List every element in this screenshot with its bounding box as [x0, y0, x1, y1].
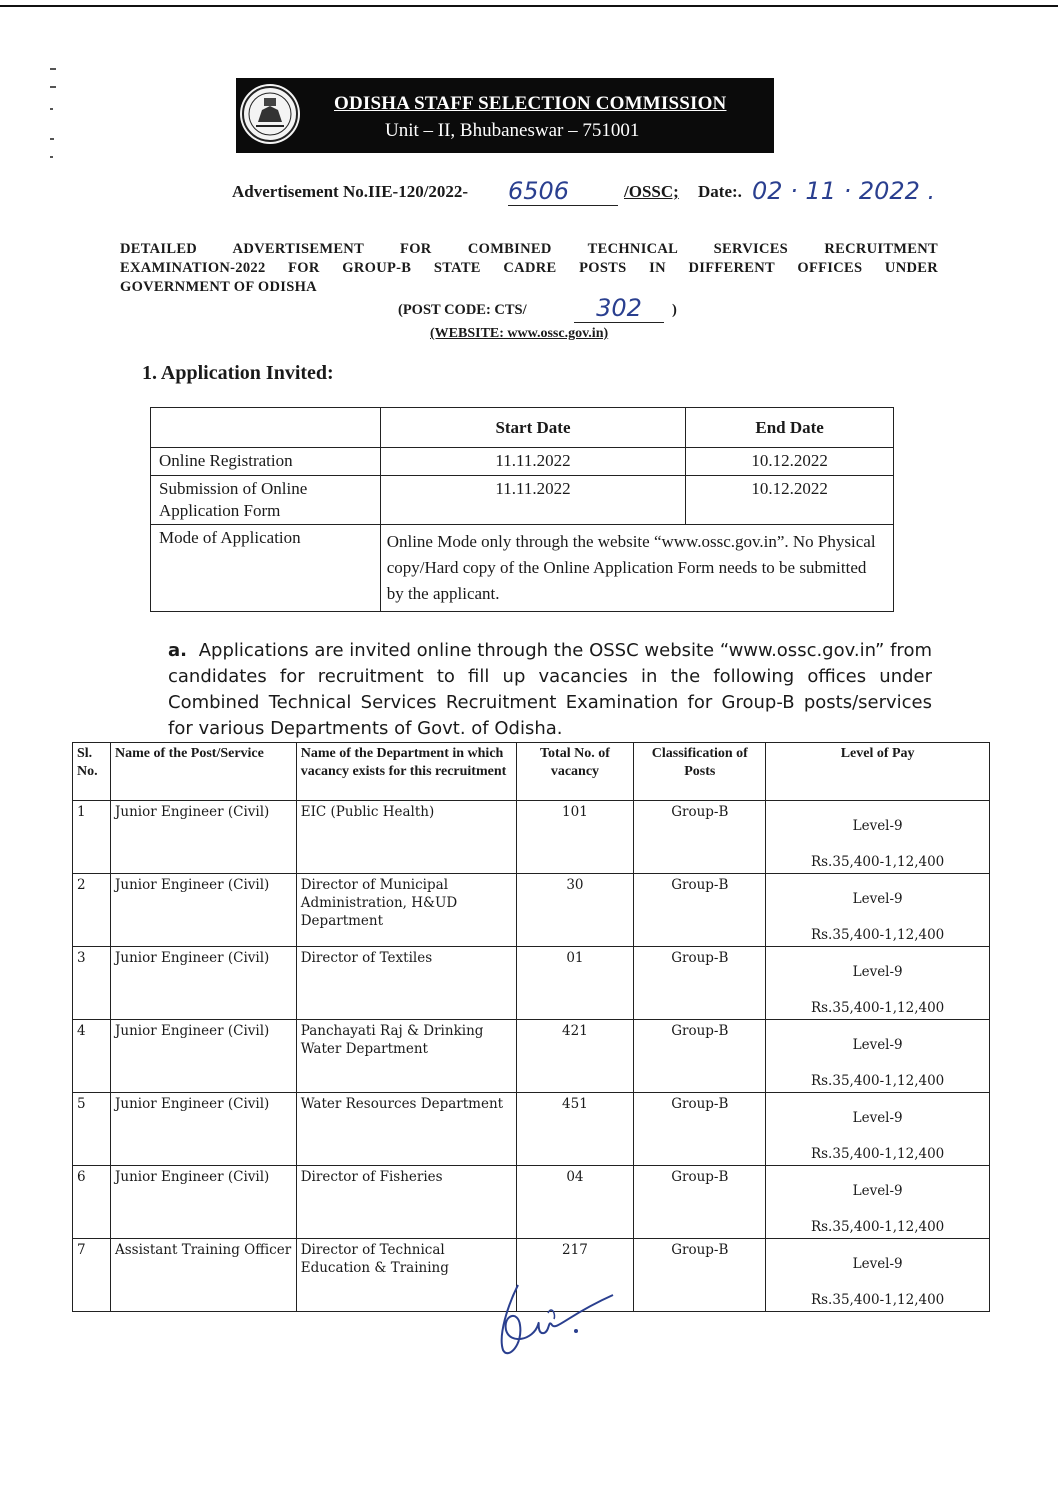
pay-scale-text: Rs.35,400-1,12,400	[810, 1146, 945, 1162]
pay-scale-text: Rs.35,400-1,12,400	[810, 1292, 945, 1308]
signature-image	[478, 1275, 618, 1365]
schedule-label: Online Registration	[151, 448, 381, 476]
vacancy-count: 01	[516, 947, 634, 1020]
post-name: Junior Engineer (Civil)	[110, 801, 296, 874]
title-line: DETAILED ADVERTISEMENT FOR COMBINED TECHNICAL SERVICES RECRUITMENT	[120, 241, 938, 257]
post-name: Junior Engineer (Civil)	[110, 1166, 296, 1239]
classification: Group-B	[634, 947, 766, 1020]
paragraph-text: Applications are invited online through the OSSC website “www.ossc.gov.in” from candidates for recruitment to fill up vacancies in the following offices under Combined Technical Services Recruitment Examination for Group-B posts/services for various Departments of Govt. of Odisha.	[168, 640, 932, 739]
vacancy-count: 421	[516, 1020, 634, 1093]
department: Water Resources Department	[296, 1093, 516, 1166]
pay-level-text: Level-9	[852, 1110, 903, 1126]
advertisement-date-label: Date:.	[698, 182, 742, 201]
schedule-end: 10.12.2022	[686, 448, 894, 476]
header-sl: Sl. No.	[73, 743, 111, 801]
schedule-mode-row	[151, 525, 894, 612]
sl-no: 1	[73, 801, 111, 874]
pay-level-text: Level-9	[852, 1183, 903, 1199]
table-row	[73, 1166, 990, 1239]
post-name: Assistant Training Officer	[110, 1239, 296, 1312]
pay-level-text: Level-9	[852, 1037, 903, 1053]
sl-no: 7	[73, 1239, 111, 1312]
section-heading: 1. Application Invited:	[142, 362, 334, 384]
advertisement-number-handwritten: 6506	[508, 177, 618, 206]
margin-marks	[44, 68, 64, 168]
post-name: Junior Engineer (Civil)	[110, 1093, 296, 1166]
schedule-header-blank	[151, 408, 381, 448]
advertisement-prefix: Advertisement No.IIE-120/2022-	[232, 182, 469, 201]
sl-no: 2	[73, 874, 111, 947]
table-row	[73, 1020, 990, 1093]
vacancy-count: 217	[516, 1239, 634, 1312]
table-row	[73, 947, 990, 1020]
odisha-emblem-icon	[240, 84, 300, 144]
pay-scale-text: Rs.35,400-1,12,400	[810, 1000, 945, 1016]
header-post: Name of the Post/Service	[110, 743, 296, 801]
table-row	[73, 801, 990, 874]
classification: Group-B	[634, 1020, 766, 1093]
pay-level-text: Level-9	[852, 964, 903, 980]
schedule-start: 11.11.2022	[380, 476, 686, 525]
department: Director of Municipal Administration, H&UD Department	[296, 874, 516, 947]
pay-level	[766, 947, 990, 1020]
pay-level-text: Level-9	[852, 1256, 903, 1272]
schedule-start: 11.11.2022	[380, 448, 686, 476]
classification: Group-B	[634, 1166, 766, 1239]
schedule-row	[151, 448, 894, 476]
mode-text: Online Mode only through the website “www.ossc.gov.in”. No Physical copy/Hard copy of the Online Application Form needs to be submitted by the applicant.	[380, 525, 893, 612]
department: Director of Textiles	[296, 947, 516, 1020]
post-code	[398, 294, 677, 322]
department: Director of Technical Education & Training	[296, 1239, 516, 1312]
advertisement-date-handwritten: 02 · 11 · 2022 .	[752, 177, 936, 205]
post-code-label: (POST CODE: CTS/	[398, 302, 527, 318]
vacancy-table	[72, 742, 990, 1312]
post-code-handwritten: 302	[574, 294, 664, 323]
pay-level-text: Level-9	[852, 891, 903, 907]
sl-no: 4	[73, 1020, 111, 1093]
pay-level	[766, 874, 990, 947]
title-line: EXAMINATION-2022 FOR GROUP-B STATE CADRE POSTS IN DIFFERENT OFFICES UNDER	[120, 260, 938, 276]
post-name: Junior Engineer (Civil)	[110, 947, 296, 1020]
classification: Group-B	[634, 874, 766, 947]
pay-level	[766, 801, 990, 874]
header-dept: Name of the Department in which vacancy exists for this recruitment	[296, 743, 516, 801]
pay-level	[766, 1093, 990, 1166]
pay-level	[766, 1239, 990, 1312]
header-class: Classification of Posts	[634, 743, 766, 801]
pay-scale-text: Rs.35,400-1,12,400	[810, 854, 945, 870]
classification: Group-B	[634, 1093, 766, 1166]
website-line: (WEBSITE: www.ossc.gov.in)	[430, 326, 609, 341]
schedule-header-end: End Date	[686, 408, 894, 448]
header-vacancy: Total No. of vacancy	[516, 743, 634, 801]
table-row	[73, 874, 990, 947]
department: Panchayati Raj & Drinking Water Department	[296, 1020, 516, 1093]
pay-scale-text: Rs.35,400-1,12,400	[810, 1073, 945, 1089]
classification: Group-B	[634, 1239, 766, 1312]
vacancy-header-row	[73, 743, 990, 801]
vacancy-count: 451	[516, 1093, 634, 1166]
sl-no: 5	[73, 1093, 111, 1166]
pay-level-text: Level-9	[852, 818, 903, 834]
paragraph-a	[168, 638, 932, 742]
top-border-line	[0, 5, 1058, 7]
mode-label: Mode of Application	[151, 525, 381, 612]
commission-address: Unit – II, Bhubaneswar – 751001	[385, 120, 640, 141]
schedule-end: 10.12.2022	[686, 476, 894, 525]
title-line: GOVERNMENT OF ODISHA	[120, 279, 317, 295]
paragraph-marker: a.	[168, 640, 187, 661]
vacancy-count: 30	[516, 874, 634, 947]
department: EIC (Public Health)	[296, 801, 516, 874]
vacancy-count: 101	[516, 801, 634, 874]
sl-no: 6	[73, 1166, 111, 1239]
classification: Group-B	[634, 801, 766, 874]
advertisement-number-line	[232, 177, 936, 205]
advertisement-ossc: /OSSC;	[624, 182, 679, 201]
vacancy-count: 04	[516, 1166, 634, 1239]
department: Director of Fisheries	[296, 1166, 516, 1239]
table-row	[73, 1093, 990, 1166]
pay-level	[766, 1166, 990, 1239]
schedule-row	[151, 476, 894, 525]
pay-scale-text: Rs.35,400-1,12,400	[810, 927, 945, 943]
pay-level	[766, 1020, 990, 1093]
post-name: Junior Engineer (Civil)	[110, 1020, 296, 1093]
sl-no: 3	[73, 947, 111, 1020]
pay-scale-text: Rs.35,400-1,12,400	[810, 1219, 945, 1235]
post-name: Junior Engineer (Civil)	[110, 874, 296, 947]
schedule-header-start: Start Date	[380, 408, 686, 448]
post-code-close: )	[672, 302, 677, 318]
schedule-table	[150, 407, 894, 612]
commission-title: ODISHA STAFF SELECTION COMMISSION	[334, 93, 727, 114]
schedule-label: Submission of Online Application Form	[151, 476, 381, 525]
schedule-header-row	[151, 408, 894, 448]
advertisement-title	[120, 240, 938, 297]
header-pay: Level of Pay	[766, 743, 990, 801]
